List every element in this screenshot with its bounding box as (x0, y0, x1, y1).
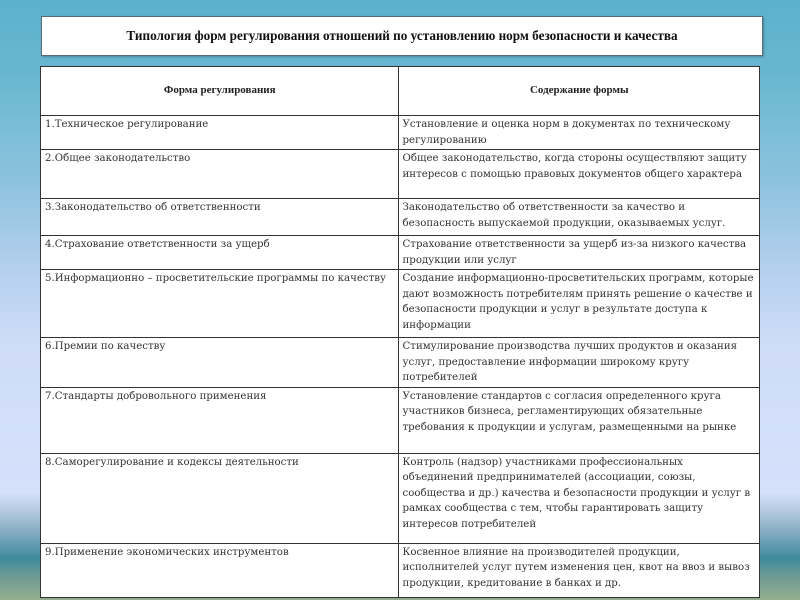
table-row (41, 453, 760, 543)
form-cell: 7.Стандарты добровольного применения (41, 387, 399, 453)
table-row (41, 199, 760, 236)
content-cell: Установление стандартов с согласия определенного круга участников бизнеса, регламентирующих обязательные требования к продукции и услугам, размещенными на рынке (398, 387, 759, 453)
slide-title: Типология форм регулирования отношений по установлению норм безопасности и качества (126, 28, 678, 43)
table-header-row (41, 67, 760, 116)
table-row (41, 116, 760, 150)
content-cell: Косвенное влияние на производителей продукции, исполнителей услуг путем изменения цен, квот на ввоз и вывоз продукции, кредитование в банках и др. (398, 543, 759, 597)
content-cell: Общее законодательство, когда стороны осуществляют защиту интересов с помощью правовых документов общего характера (398, 150, 759, 199)
column-header-content: Содержание формы (398, 67, 759, 116)
content-cell: Контроль (надзор) участниками профессиональных объединений предпринимателей (ассоциации, союзы, сообщества и др.) качества и безопасности продукции и услуг в рамках сообщества с тем, чтобы гарантировать защиту интересов потребителей (398, 453, 759, 543)
form-cell: 2.Общее законодательство (41, 150, 399, 199)
content-cell: Законодательство об ответственности за качество и безопасность выпускаемой продукции, оказываемых услуг. (398, 199, 759, 236)
form-cell: 4.Страхование ответственности за ущерб (41, 236, 399, 270)
form-cell: 5.Информационно – просветительские программы по качеству (41, 270, 399, 338)
content-cell: Создание информационно-просветительских программ, которые дают возможность потребителям принять решение о качестве и безопасности продукции и услуг в результате доступа к информации (398, 270, 759, 338)
table-row (41, 543, 760, 597)
column-header-form: Форма регулирования (41, 67, 399, 116)
form-cell: 9.Применение экономических инструментов (41, 543, 399, 597)
table-row (41, 338, 760, 388)
form-cell: 3.Законодательство об ответственности (41, 199, 399, 236)
table-row (41, 270, 760, 338)
typology-table (40, 66, 760, 598)
table-row (41, 150, 760, 199)
table-row (41, 387, 760, 453)
content-cell: Установление и оценка норм в документах по техническому регулированию (398, 116, 759, 150)
table-row (41, 236, 760, 270)
form-cell: 8.Саморегулирование и кодексы деятельности (41, 453, 399, 543)
content-cell: Страхование ответственности за ущерб из-за низкого качества продукции или услуг (398, 236, 759, 270)
form-cell: 6.Премии по качеству (41, 338, 399, 388)
form-cell: 1.Техническое регулирование (41, 116, 399, 150)
slide-title-box (41, 16, 763, 56)
content-cell: Стимулирование производства лучших продуктов и оказания услуг, предоставление информации широкому кругу потребителей (398, 338, 759, 388)
